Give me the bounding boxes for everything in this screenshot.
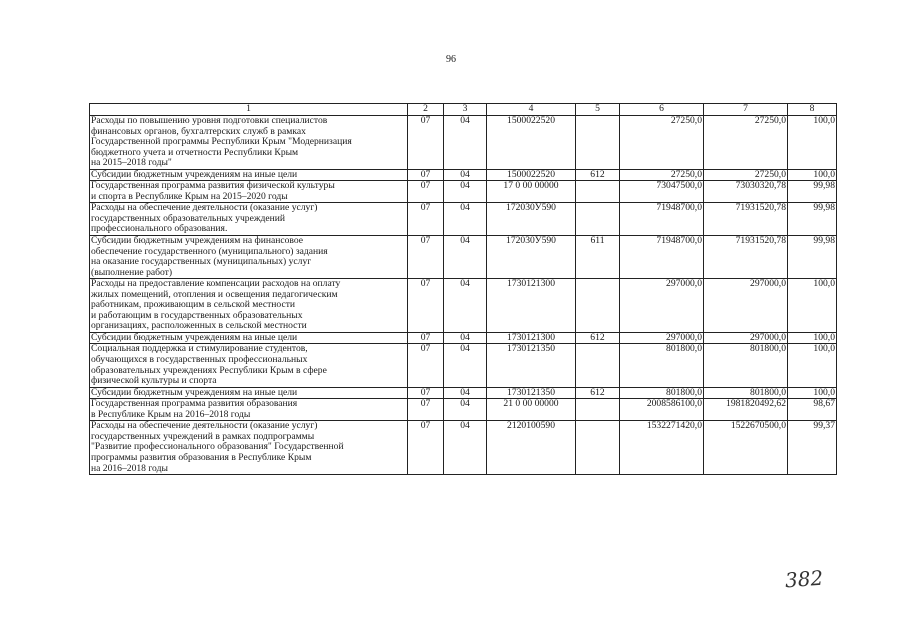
approved-amount-cell: 73047500,0 xyxy=(620,181,704,203)
subsection-code-cell: 04 xyxy=(444,169,487,181)
section-code-cell: 07 xyxy=(408,116,444,170)
section-code-cell: 07 xyxy=(408,279,444,333)
execution-percent-cell: 100,0 xyxy=(788,169,837,181)
section-code-cell: 07 xyxy=(408,332,444,344)
expense-type-cell xyxy=(576,399,620,421)
execution-percent-cell: 99,37 xyxy=(788,421,837,475)
approved-amount-cell: 27250,0 xyxy=(620,169,704,181)
section-code-cell: 07 xyxy=(408,236,444,279)
target-article-cell: 21 0 00 00000 xyxy=(487,399,576,421)
column-header: 2 xyxy=(408,104,444,116)
expense-type-cell: 612 xyxy=(576,387,620,399)
expense-type-cell xyxy=(576,116,620,170)
column-header: 5 xyxy=(576,104,620,116)
target-article-cell: 172030У590 xyxy=(487,236,576,279)
execution-percent-cell: 100,0 xyxy=(788,387,837,399)
execution-percent-cell: 100,0 xyxy=(788,279,837,333)
executed-amount-cell: 297000,0 xyxy=(704,332,788,344)
execution-percent-cell: 99,98 xyxy=(788,236,837,279)
execution-percent-cell: 100,0 xyxy=(788,332,837,344)
approved-amount-cell: 297000,0 xyxy=(620,332,704,344)
budget-table xyxy=(89,103,837,475)
executed-amount-cell: 27250,0 xyxy=(704,169,788,181)
approved-amount-cell: 801800,0 xyxy=(620,344,704,387)
target-article-cell: 2120100590 xyxy=(487,421,576,475)
target-article-cell: 172030У590 xyxy=(487,203,576,236)
execution-percent-cell: 100,0 xyxy=(788,344,837,387)
executed-amount-cell: 801800,0 xyxy=(704,344,788,387)
row-name-cell: Расходы на предоставление компенсации расходов на оплату жилых помещений, отопления и освещения педагогическим работникам, проживающим в сельской местности и работающим в государственных образовательных организациях, расположенных в сельской местности xyxy=(90,279,408,333)
row-name-cell: Расходы на обеспечение деятельности (оказание услуг) государственных учреждений в рамках подпрограммы "Развитие профессионального образования" Государственной программы развития образования в Республике Крым на 2016–2018 годы xyxy=(90,421,408,475)
row-name-cell: Расходы на обеспечение деятельности (оказание услуг) государственных образовательных учреждений профессионального образования. xyxy=(90,203,408,236)
section-code-cell: 07 xyxy=(408,169,444,181)
page-number: 96 xyxy=(446,54,456,65)
target-article-cell: 1730121350 xyxy=(487,387,576,399)
subsection-code-cell: 04 xyxy=(444,116,487,170)
executed-amount-cell: 1522670500,0 xyxy=(704,421,788,475)
section-code-cell: 07 xyxy=(408,421,444,475)
executed-amount-cell: 297000,0 xyxy=(704,279,788,333)
table-row xyxy=(90,332,837,344)
subsection-code-cell: 04 xyxy=(444,181,487,203)
row-name-cell: Субсидии бюджетным учреждениям на иные цели xyxy=(90,387,408,399)
expense-type-cell: 612 xyxy=(576,332,620,344)
execution-percent-cell: 99,98 xyxy=(788,181,837,203)
expense-type-cell xyxy=(576,344,620,387)
approved-amount-cell: 71948700,0 xyxy=(620,236,704,279)
section-code-cell: 07 xyxy=(408,181,444,203)
target-article-cell: 1500022520 xyxy=(487,116,576,170)
row-name-cell: Государственная программа развития образования в Республике Крым на 2016–2018 годы xyxy=(90,399,408,421)
target-article-cell: 17 0 00 00000 xyxy=(487,181,576,203)
row-name-cell: Субсидии бюджетным учреждениям на иные цели xyxy=(90,332,408,344)
subsection-code-cell: 04 xyxy=(444,332,487,344)
table-row xyxy=(90,203,837,236)
executed-amount-cell: 27250,0 xyxy=(704,116,788,170)
executed-amount-cell: 71931520,78 xyxy=(704,203,788,236)
table-row xyxy=(90,387,837,399)
approved-amount-cell: 27250,0 xyxy=(620,116,704,170)
subsection-code-cell: 04 xyxy=(444,387,487,399)
column-header: 3 xyxy=(444,104,487,116)
subsection-code-cell: 04 xyxy=(444,421,487,475)
execution-percent-cell: 99,98 xyxy=(788,203,837,236)
table-header-row xyxy=(90,104,837,116)
row-name-cell: Субсидии бюджетным учреждениям на иные цели xyxy=(90,169,408,181)
table-row xyxy=(90,169,837,181)
executed-amount-cell: 1981820492,62 xyxy=(704,399,788,421)
target-article-cell: 1730121350 xyxy=(487,344,576,387)
row-name-cell: Субсидии бюджетным учреждениям на финансовое обеспечение государственного (муниципального) задания на оказание государственных (муниципальных) услуг (выполнение работ) xyxy=(90,236,408,279)
target-article-cell: 1500022520 xyxy=(487,169,576,181)
executed-amount-cell: 73030320,78 xyxy=(704,181,788,203)
subsection-code-cell: 04 xyxy=(444,399,487,421)
table-row xyxy=(90,236,837,279)
section-code-cell: 07 xyxy=(408,387,444,399)
column-header: 4 xyxy=(487,104,576,116)
subsection-code-cell: 04 xyxy=(444,236,487,279)
column-header: 7 xyxy=(704,104,788,116)
table-row xyxy=(90,181,837,203)
table-row xyxy=(90,279,837,333)
table-row xyxy=(90,421,837,475)
row-name-cell: Расходы по повышению уровня подготовки специалистов финансовых органов, бухгалтерских служб в рамках Государственной программы Республики Крым "Модернизация бюджетного учета и отчетности Республики Крым на 2015–2018 годы" xyxy=(90,116,408,170)
column-header: 1 xyxy=(90,104,408,116)
table-row xyxy=(90,399,837,421)
column-header: 6 xyxy=(620,104,704,116)
target-article-cell: 1730121300 xyxy=(487,332,576,344)
expense-type-cell xyxy=(576,181,620,203)
row-name-cell: Государственная программа развития физической культуры и спорта в Республике Крым на 2015–2020 годы xyxy=(90,181,408,203)
expense-type-cell: 612 xyxy=(576,169,620,181)
section-code-cell: 07 xyxy=(408,203,444,236)
executed-amount-cell: 801800,0 xyxy=(704,387,788,399)
table-row xyxy=(90,116,837,170)
approved-amount-cell: 2008586100,0 xyxy=(620,399,704,421)
table-row xyxy=(90,344,837,387)
approved-amount-cell: 1532271420,0 xyxy=(620,421,704,475)
section-code-cell: 07 xyxy=(408,344,444,387)
execution-percent-cell: 100,0 xyxy=(788,116,837,170)
expense-type-cell xyxy=(576,279,620,333)
expense-type-cell xyxy=(576,203,620,236)
subsection-code-cell: 04 xyxy=(444,344,487,387)
execution-percent-cell: 98,67 xyxy=(788,399,837,421)
column-header: 8 xyxy=(788,104,837,116)
expense-type-cell xyxy=(576,421,620,475)
approved-amount-cell: 297000,0 xyxy=(620,279,704,333)
approved-amount-cell: 71948700,0 xyxy=(620,203,704,236)
archive-page-stamp: 382 xyxy=(784,565,824,593)
subsection-code-cell: 04 xyxy=(444,203,487,236)
section-code-cell: 07 xyxy=(408,399,444,421)
approved-amount-cell: 801800,0 xyxy=(620,387,704,399)
row-name-cell: Социальная поддержка и стимулирование студентов, обучающихся в государственных профессиональных образовательных учреждениях Республики Крым в сфере физической культуры и спорта xyxy=(90,344,408,387)
subsection-code-cell: 04 xyxy=(444,279,487,333)
expense-type-cell: 611 xyxy=(576,236,620,279)
target-article-cell: 1730121300 xyxy=(487,279,576,333)
executed-amount-cell: 71931520,78 xyxy=(704,236,788,279)
